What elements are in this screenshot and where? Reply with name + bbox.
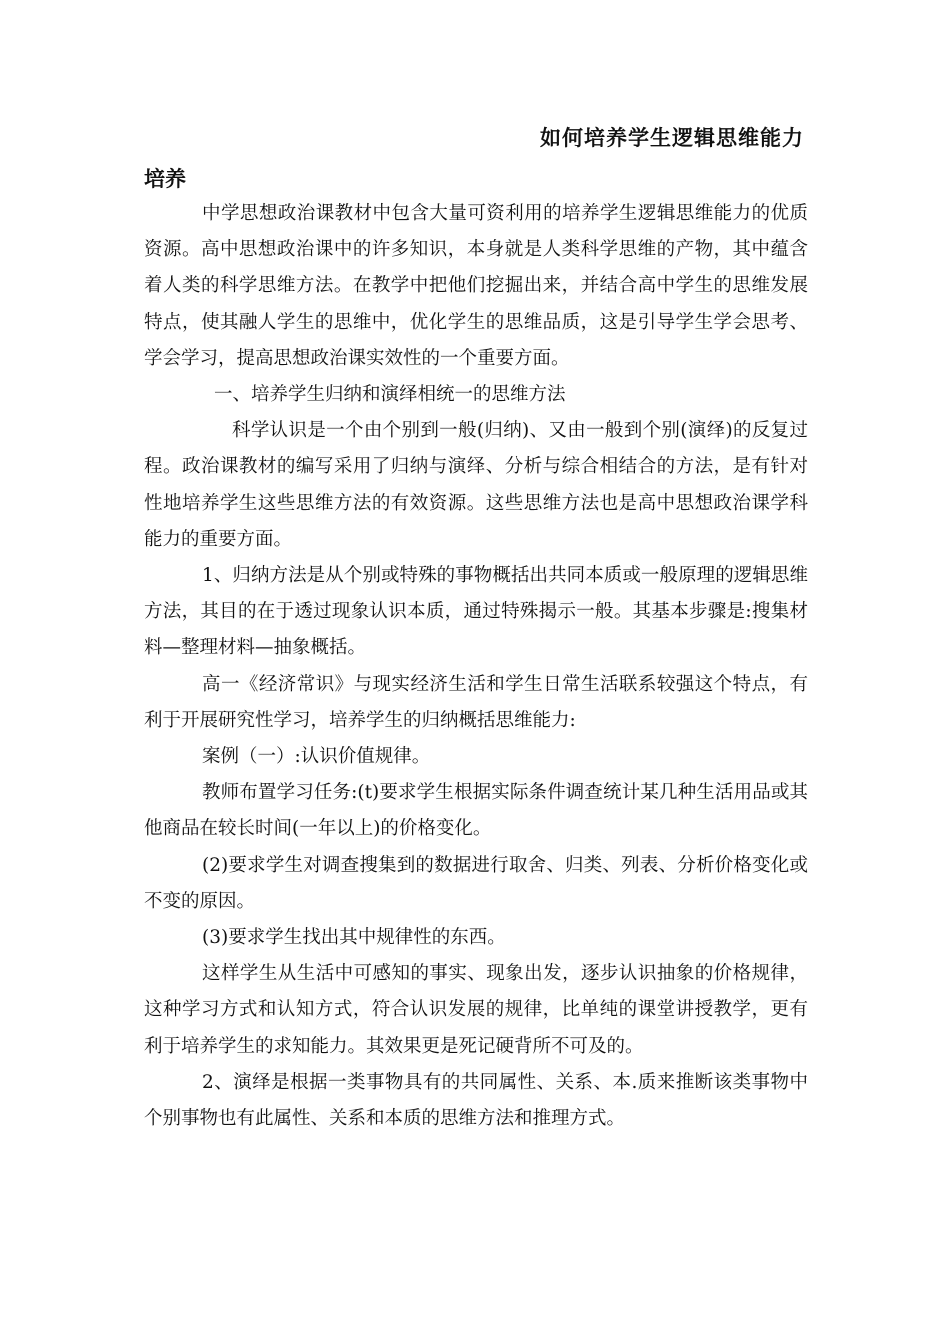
paragraph-induction: 1、归纳方法是从个别或特殊的事物概括出共同本质或一般原理的逻辑思维方法，其目的在于透过现象认识本质，通过特殊揭示一般。其基本步骤是:搜集材料—整理材料—抽象概括。 bbox=[144, 565, 808, 659]
section-heading-1: 一、培养学生归纳和演绎相统一的思维方法 bbox=[214, 384, 566, 406]
paragraph-intro: 中学思想政治课教材中包含大量可资利用的培养学生逻辑思维能力的优质资源。高中思想政治课中的许多知识，本身就是人类科学思维的产物，其中蕴含着人类的科学思维方法。在教学中把他们挖掘出来，并结合高中学生的思维发展特点，使其融人学生的思维中，优化学生的思维品质，这是引导学生学会思考、学会学习，提高思想政治课实效性的一个重要方面。 bbox=[144, 203, 808, 369]
paragraph-task-2: (2)要求学生对调查搜集到的数据进行取舍、归类、列表、分析价格变化或不变的原因。 bbox=[144, 854, 808, 912]
paragraph-task-3: (3)要求学生找出其中规律性的东西。 bbox=[202, 927, 506, 949]
document-title-continuation: 培养 bbox=[144, 166, 186, 191]
paragraph-case-one: 案例（一）:认识价值规律。 bbox=[202, 746, 431, 768]
document-body bbox=[144, 196, 808, 1137]
document-title: 如何培养学生逻辑思维能力 bbox=[540, 125, 804, 150]
paragraph-scientific-cognition: 科学认识是一个由个别到一般(归纳)、又由一般到个别(演绎)的反复过程。政治课教材的编写采用了归纳与演绎、分析与综合相结合的方法，是有针对性地培养学生这些思维方法的有效资源。这些思维方法也是高中思想政治课学科能力的重要方面。 bbox=[144, 420, 808, 550]
paragraph-economics: 高一《经济常识》与现实经济生活和学生日常生活联系较强这个特点，有利于开展研究性学习，培养学生的归纳概括思维能力: bbox=[144, 673, 808, 731]
paragraph-task-1: 教师布置学习任务:(t)要求学生根据实际条件调查统计某几种生活用品或其他商品在较长时间(一年以上)的价格变化。 bbox=[144, 782, 808, 840]
paragraph-deduction: 2、演绎是根据一类事物具有的共同属性、关系、本.质来推断该类事物中个别事物也有此属性、关系和本质的思维方法和推理方式。 bbox=[144, 1071, 808, 1130]
paragraph-effect: 这样学生从生活中可感知的事实、现象出发，逐步认识抽象的价格规律，这种学习方式和认知方式，符合认识发展的规律，比单纯的课堂讲授教学，更有利于培养学生的求知能力。其效果更是死记硬背所不可及的。 bbox=[144, 963, 808, 1057]
